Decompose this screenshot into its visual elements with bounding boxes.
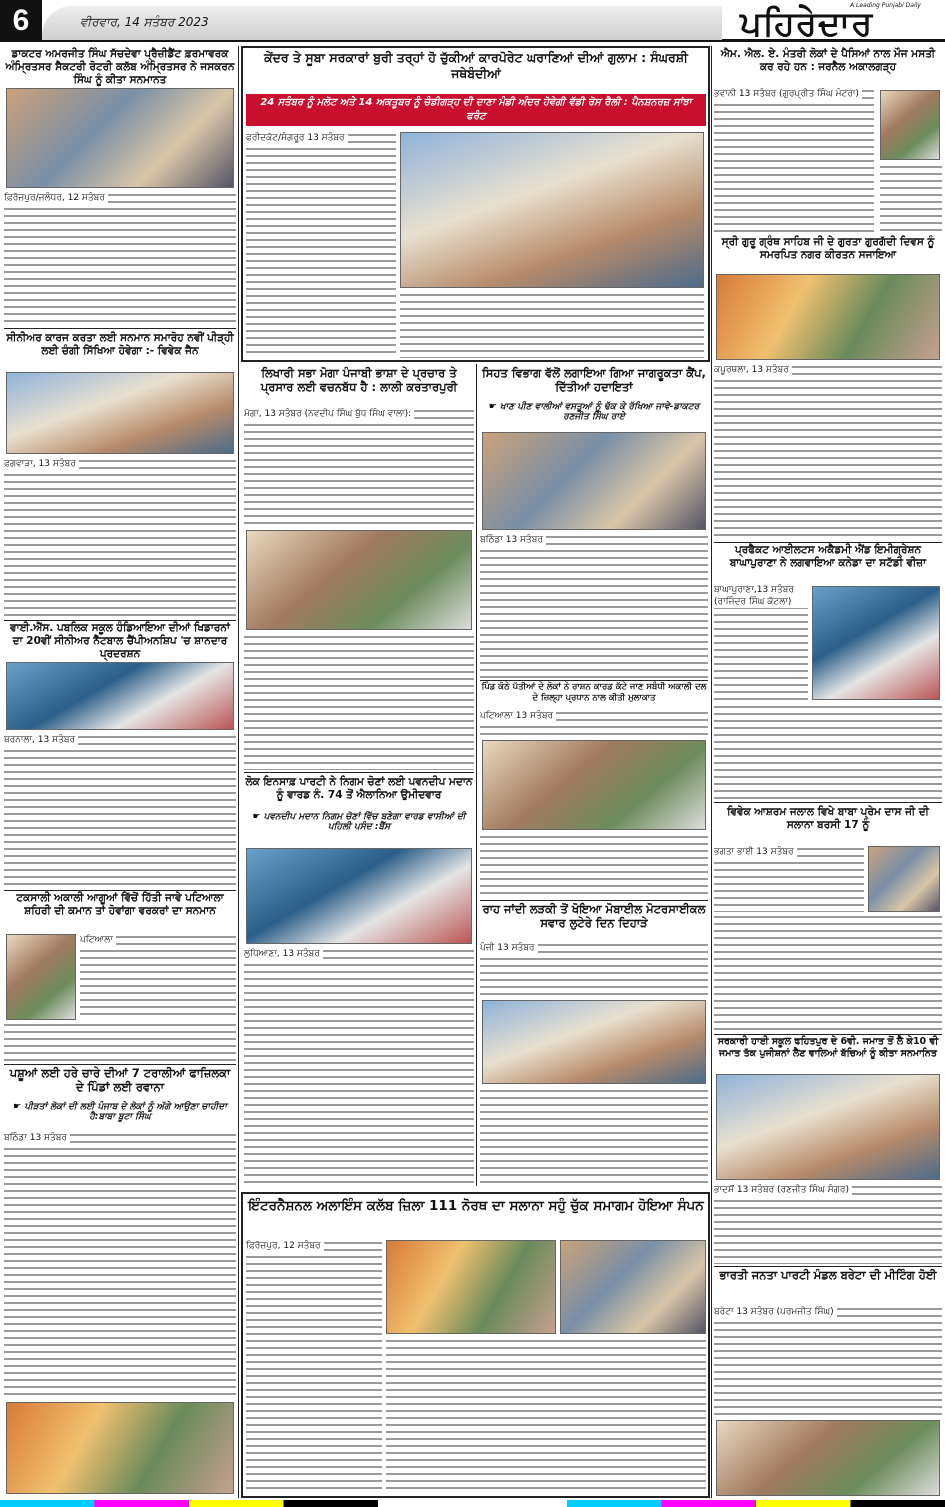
headline: ਵਾਈ.ਐੱਸ. ਪਬਲਿਕ ਸਕੂਲ ਹੰਡਿਆਇਆ ਦੀਆਂ ਖਿਡਾਰਨਾਂ ਦਾ 20ਵੀਂ ਸੀਨੀਅਰ ਨੈੱਟਬਾਲ ਚੈਂਪੀਅਨਸ਼ਿਪ 'ਚ ਸ਼ਾਨਦਾਰ ਪ੍ਰਦਰਸ਼ਨ — [10, 622, 230, 661]
dateline: ਬਰਨਾਲਾ, 13 ਸਤੰਬਰ — [4, 734, 78, 746]
article-text — [880, 164, 942, 234]
dateline: ਫ਼ਿਰੋਜ਼ਪੁਰ/ਜਲੰਧਰ, 12 ਸਤੰਬਰ — [4, 192, 108, 204]
photo — [560, 1240, 706, 1334]
article-text — [480, 534, 708, 678]
article-text — [714, 846, 864, 912]
dateline: ਬਠਿੰਡਾ 13 ਸਤੰਬਰ — [4, 1132, 70, 1144]
registration-color-bar — [0, 1500, 945, 1507]
photo — [6, 88, 234, 188]
photo — [716, 1420, 940, 1496]
article-text — [714, 1184, 942, 1264]
article-text — [4, 192, 236, 326]
photo — [246, 530, 472, 630]
headline: ਡਾਕਟਰ ਅਮਰਜੀਤ ਸਿੰਘ ਸੱਚਦੇਵਾ ਪ੍ਰੈਜ਼ੀਡੈਂਟ ਫ਼ਰਮਾਵਰਕ ਅੰਮ੍ਰਿਤਸਰ ਸੈਕਟਰੀ ਰੋਟਰੀ ਕਲੱਬ ਅੰਮ੍ਰਿਤਸਰ ਨੇ ਜਸਕਰਨ ਸਿੰਘ ਨੂੰ ਕੀਤਾ ਸਨਮਾਨਤ — [5, 48, 235, 87]
headline: ਪਸ਼ੂਆਂ ਲਈ ਹਰੇ ਚਾਰੇ ਦੀਆਂ 7 ਟਰਾਲੀਆਂ ਫਾਜ਼ਿਲਕਾ ਦੇ ਪਿੰਡਾਂ ਲਈ ਰਵਾਨਾ — [9, 1066, 231, 1095]
photo — [482, 432, 706, 530]
headline: ਪ੍ਰਫੈਕਟ ਆਈਲਟਸ ਅਕੈਡਮੀ ਐਂਡ ਇਮੀਗ੍ਰੇਸ਼ਨ ਬਾਘਾਪੁਰਾਣਾ ਨੇ ਲਗਵਾਇਆ ਕਨੇਡਾ ਦਾ ਸਟੱਡੀ ਵੀਜ਼ਾ — [729, 544, 927, 570]
article-text — [244, 948, 474, 1186]
photo — [716, 274, 940, 360]
headline: ਰਾਹ ਜਾਂਦੀ ਲੜਕੀ ਤੋਂ ਖੋਇਆ ਮੋਬਾਈਲ ਮੋਟਰਸਾਈਕਲ ਸਵਾਰ ਲੁਟੇਰੇ ਦਿਨ ਦਿਹਾੜੇ — [482, 902, 706, 931]
photo — [246, 848, 472, 944]
article-text — [480, 710, 708, 738]
photo — [716, 1074, 940, 1180]
dateline: ਫ਼ਿਰੋਜ਼ਪੁਰ, 12 ਸਤੰਬਰ — [246, 1240, 324, 1252]
dateline: ਬਠਿੰਡਾ 13 ਸਤੰਬਰ — [480, 534, 546, 546]
article-text — [480, 834, 708, 898]
headline: ਸ੍ਰੀ ਗੁਰੂ ਗ੍ਰੰਥ ਸਾਹਿਬ ਜੀ ਦੇ ਗੁਰਤਾ ਗੁਰਗੱਦੀ ਦਿਵਸ ਨੂੰ ਸਮਰਪਿਤ ਨਗਰ ਕੀਰਤਨ ਸਜਾਇਆ — [721, 236, 935, 262]
headline: ਲਿਖਾਰੀ ਸਭਾ ਮੋਗਾ ਪੰਜਾਬੀ ਭਾਸ਼ਾ ਦੇ ਪ੍ਰਚਾਰ ਤੇ ਪ੍ਰਸਾਰ ਲਈ ਵਚਨਬੱਧ ਹੈ : ਲਾਲੀ ਕਰਤਾਰਪੁਰੀ — [260, 366, 458, 395]
article-text — [244, 408, 474, 528]
column-rule — [238, 46, 239, 1498]
article-text — [714, 1306, 942, 1418]
subheadline: ☛ ਖਾਣ ਪੀਣ ਵਾਲੀਆਂ ਵਸਤੂਆਂ ਨੂੰ ਢੱਕ ਕੇ ਰੱਖਿਆ ਜਾਵੇ-ਡਾਕਟਰ ਰਣਜੀਤ ਸਿੰਘ ਰਾਏ — [488, 402, 700, 422]
photo — [386, 1240, 556, 1334]
issue-date: ਵੀਰਵਾਰ, 14 ਸਤੰਬਰ 2023 — [80, 15, 209, 29]
subheadline: ☛ ਪਵਨਦੀਪ ਮਦਾਨ ਨਿਗਮ ਚੋਣਾਂ ਵਿੱਚ ਬਣੇਗਾ ਵਾਰਡ ਵਾਸੀਆਂ ਦੀ ਪਹਿਲੀ ਪਸੰਦ :ਬੈਂਸ — [252, 812, 466, 832]
dateline: ਭਾਦਸੋਂ 13 ਸਤੰਬਰ (ਰਣਜੀਤ ਸਿੰਘ ਸੰਗਰ) — [714, 1184, 852, 1196]
photo — [400, 132, 704, 288]
photo — [868, 846, 940, 912]
newspaper-logo: ਪਹਿਰੇਦਾਰ — [740, 4, 874, 44]
headline: ਵਿਵੇਕ ਆਸ਼ਰਮ ਜਲਾਲ ਵਿਖੇ ਬਾਬਾ ਪ੍ਰੇਮ ਦਾਸ ਜੀ ਦੀ ਸਲਾਨਾ ਬਰਸੀ 17 ਨੂੰ — [727, 806, 929, 832]
headline: ਸਿਹਤ ਵਿਭਾਗ ਵੱਲੋਂ ਲਗਾਇਆ ਗਿਆ ਜਾਗਰੂਕਤਾ ਕੈਂਪ, ਦਿੱਤੀਆਂ ਹਦਾਇਤਾਂ — [482, 366, 706, 395]
photo — [812, 586, 940, 700]
article-text — [386, 1338, 706, 1494]
dateline: ਕਪੂਰਥਲਾ, 13 ਸਤੰਬਰ — [714, 364, 792, 376]
article-text — [714, 584, 808, 700]
dateline: ਫ਼ਗਵਾੜਾ, 13 ਸਤੰਬਰ — [4, 458, 79, 470]
column-rule — [476, 364, 477, 1186]
headline: ਭਾਰਤੀ ਜਨਤਾ ਪਾਰਟੀ ਮੰਡਲ ਬਰੇਟਾ ਦੀ ਮੀਟਿੰਗ ਹੋਈ — [719, 1268, 937, 1282]
headline: ਟਕਸਾਲੀ ਅਕਾਲੀ ਆਗੂਆਂ ਵਿੱਚੋਂ ਹਿੱਤੀ ਜਾਵੇ ਪਟਿਆਲਾ ਸ਼ਹਿਰੀ ਦੀ ਕਮਾਨ ਤਾਂ ਹੋਵਾਂਗਾ ਵਰਕਰਾਂ ਦਾ ਸਨਮਾਨ — [16, 892, 224, 918]
dateline: ਪਟਿਆਲਾ 13 ਸਤੰਬਰ — [480, 710, 556, 722]
lead-strapline: 24 ਸਤੰਬਰ ਨੂੰ ਮਲੋਟ ਅਤੇ 14 ਅਕਤੂਬਰ ਨੂੰ ਚੰਡੀਗੜ੍ਹ ਦੀ ਦਾਣਾ ਮੰਡੀ ਅੰਦਰ ਹੋਵੇਗੀ ਵੱਡੀ ਰੋਸ ਰੈਲੀ : ਪੈਨਸ਼ਨਰਜ਼ ਸਾਂਝਾ ਫਰੰਟ — [246, 94, 706, 126]
headline: ਲੋਕ ਇਨਸਾਫ਼ ਪਾਰਟੀ ਨੇ ਨਿਗਮ ਚੋਣਾਂ ਲਈ ਪਵਨਦੀਪ ਮਦਾਨ ਨੂੰ ਵਾਰਡ ਨੰ. 74 ਤੋਂ ਐਲਾਨਿਆ ਉਮੀਦਵਾਰ — [245, 776, 473, 802]
article-text — [4, 1022, 236, 1062]
article-text — [246, 1240, 382, 1494]
article-text — [246, 132, 396, 358]
lead-headline: ਕੇਂਦਰ ਤੇ ਸੂਬਾ ਸਰਕਾਰਾਂ ਬੁਰੀ ਤਰ੍ਹਾਂ ਹੋ ਚੁੱਕੀਆਂ ਕਾਰਪੋਰੇਟ ਘਰਾਣਿਆਂ ਦੀਆਂ ਗੁਲਾਮ : ਸੰਘਰਸ਼ੀ ਜਥੇਬੰਦੀਆਂ — [264, 50, 688, 81]
article-text — [714, 88, 874, 234]
dateline: ਮੋਗਾ, 13 ਸਤੰਬਰ (ਨਵਦੀਪ ਸਿੰਘ ਬੁੱਧ ਸਿੰਘ ਵਾਲਾ): — [244, 408, 414, 420]
article-text — [4, 1132, 236, 1400]
dateline: ਬਰੇਟਾ 13 ਸਤੰਬਰ (ਪਰਮਜੀਤ ਸਿੰਘ) — [714, 1306, 837, 1318]
column-rule — [711, 46, 712, 1498]
dateline: ਭਗਤਾ ਭਾਈ 13 ਸਤੰਬਰ — [714, 846, 797, 858]
article-text — [244, 634, 474, 770]
article-text — [714, 704, 942, 800]
portrait-photo — [880, 90, 940, 160]
subheadline: ☛ ਪੀੜਤਾਂ ਲੋਕਾਂ ਦੀ ਲਈ ਪੰਜਾਬ ਦੇ ਲੋਕਾਂ ਨੂੰ ਅੱਗੇ ਆਉਣਾ ਚਾਹੀਦਾ ਹੈ:ਬਾਬਾ ਬੂਟਾ ਸਿੰਘ — [13, 1102, 227, 1122]
headline: ਐਮ. ਐਲ. ਏ. ਮੰਤਰੀ ਲੋਕਾਂ ਦੇ ਪੈਸਿਆਂ ਨਾਲ ਮੌਜ ਮਸਤੀ ਕਰ ਰਹੇ ਹਨ : ਜਰਨੈਲ ਅਕਾਲਗੜ੍ਹ — [720, 48, 936, 74]
dateline: ਫਰੀਦਕੋਟ/ਸੰਗਰੂਰ 13 ਸਤੰਬਰ — [246, 132, 348, 144]
article-text — [4, 734, 236, 888]
logo-tagline: A Leading Punjabi Daily — [850, 2, 921, 9]
dateline: ਭਵਾਨੀ 13 ਸਤੰਬਰ (ਗੁਰਪ੍ਰੀਤ ਸਿੰਘ ਮੰਟਰਾ) — [714, 88, 862, 100]
dateline: ਲੁਧਿਆਣਾ, 13 ਸਤੰਬਰ — [244, 948, 323, 960]
article-text — [714, 364, 942, 540]
dateline: ਪਟਿਆਲਾ — [80, 934, 116, 946]
article-text — [480, 942, 708, 998]
article-text — [480, 1088, 708, 1186]
dateline: ਬਾਘਾਪੁਰਾਣਾ,13 ਸਤੰਬਰ (ਰਾਜਿੰਦਰ ਸਿੰਘ ਕੋਟਲਾ) — [714, 584, 808, 608]
photo — [482, 740, 706, 830]
headline: ਪਿੰਡ ਕੋਠੇ ਪੱਤੀਆਂ ਦੇ ਲੋਕਾਂ ਨੇ ਰਾਸ਼ਨ ਕਾਰਡ ਕੱਟੇ ਜਾਣ ਸਬੰਧੀ ਅਕਾਲੀ ਦਲ ਦੇ ਜ਼ਿਲ੍ਹਾ ਪ੍ਰਧਾਨ ਨਾਲ ਕੀਤੀ ਮੁਲਾਕਾਤ — [481, 682, 707, 703]
headline: ਇੰਟਰਨੈਸ਼ਨਲ ਅਲਾਇੰਸ ਕਲੱਬ ਜ਼ਿਲਾ 111 ਨੋਰਥ ਦਾ ਸਲਾਨਾ ਸਹੁੰ ਚੁੱਕ ਸਮਾਗਮ ਹੋਇਆ ਸੰਪਨ — [248, 1198, 704, 1214]
dateline: ਪੰਜੀ 13 ਸਤੰਬਰ — [480, 942, 538, 954]
headline: ਸੀਨੀਅਰ ਕਾਰਜ ਕਰਤਾ ਲਈ ਸਨਮਾਨ ਸਮਾਰੋਹ ਨਵੀਂ ਪੀੜ੍ਹੀ ਲਈ ਚੰਗੀ ਸਿੱਖਿਆ ਹੋਵੇਗਾ :- ਵਿਵੇਕ ਜੈਨ — [6, 332, 234, 358]
photo — [6, 662, 234, 730]
headline: ਸਰਕਾਰੀ ਹਾਈ ਸਕੂਲ ਫਹਿਤਪੁਰ ਦੇ 6ਵੀ. ਜਮਾਤ ਤੋਂ ਲੈ ਕੇ10 ਵੀ ਜਮਾਤ ਤੱਕ ਪੁਜੀਸ਼ਨਾਂ ਲੈਣ ਵਾਲਿਆਂ ਬੱਚਿਆਂ ਨੂੰ ਕੀਤਾ ਸਨਮਾਨਿਤ — [717, 1036, 939, 1059]
article-text — [4, 458, 236, 618]
page-number: 6 — [0, 0, 42, 42]
photo — [6, 372, 234, 454]
article-text — [714, 914, 942, 1032]
article-text — [80, 934, 236, 1020]
article-text — [400, 292, 704, 358]
photo — [482, 1000, 706, 1084]
photo — [6, 1402, 234, 1494]
photo — [6, 934, 76, 1020]
